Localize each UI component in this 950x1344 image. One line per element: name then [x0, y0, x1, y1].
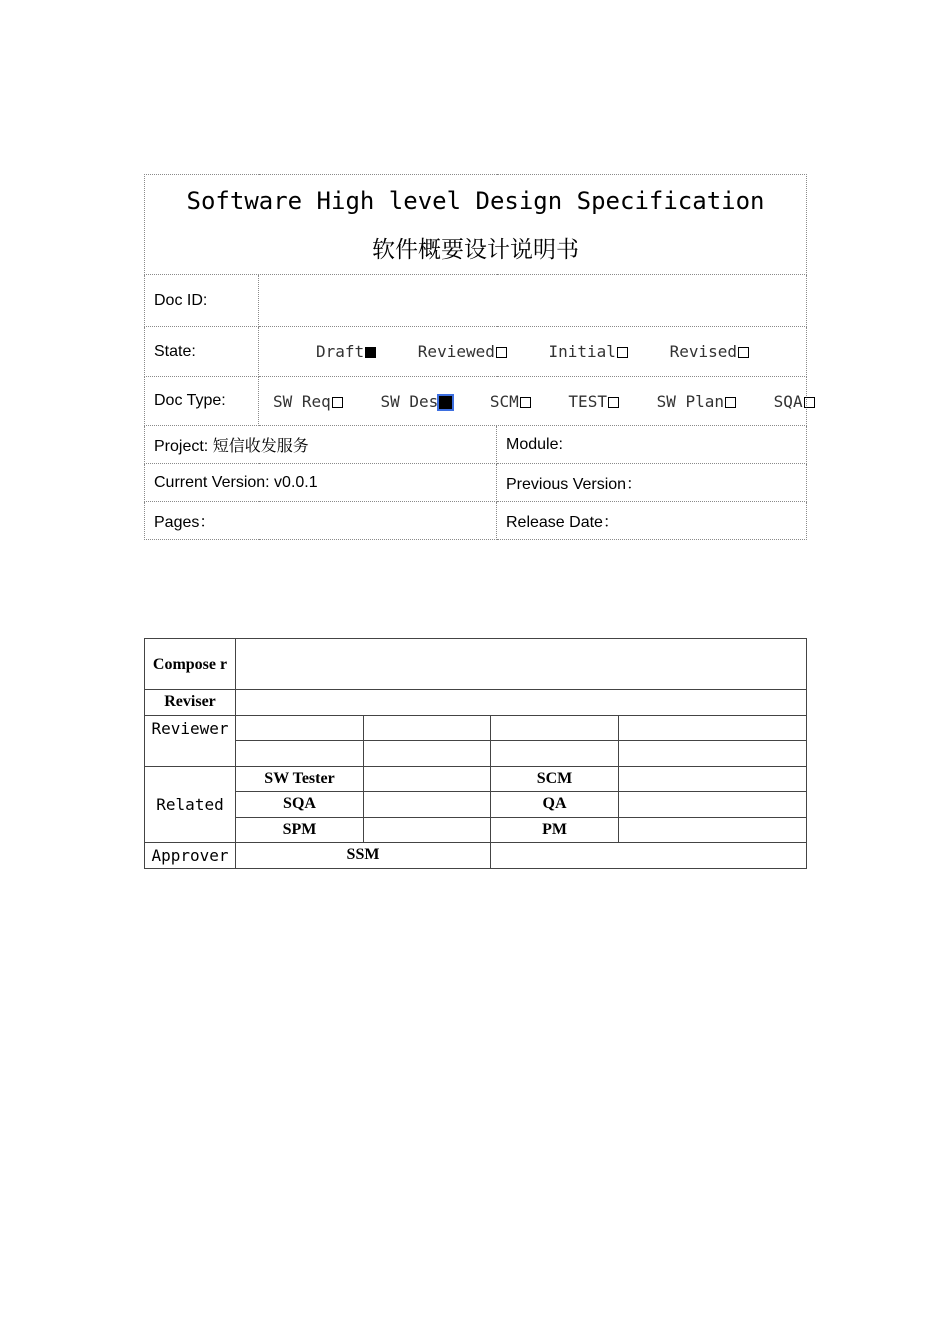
checkbox-empty-icon[interactable] [804, 397, 815, 408]
checkbox-checked-icon[interactable] [365, 347, 376, 358]
approver-value[interactable] [491, 843, 807, 869]
checkbox-empty-icon[interactable] [332, 397, 343, 408]
checkbox-empty-icon[interactable] [608, 397, 619, 408]
reviser-label: Reviser [145, 690, 236, 716]
ssm-label: SSM [236, 843, 491, 869]
doc-id-value[interactable] [259, 275, 807, 327]
pm-label: PM [491, 817, 619, 843]
doc-type-option-sw-plan[interactable]: SW Plan [657, 392, 736, 411]
reviewer-cell[interactable] [364, 715, 491, 741]
pages-field[interactable]: Pages： [145, 502, 497, 540]
document-title-english: Software High level Design Specification [186, 187, 765, 215]
doc-type-option-sw-req[interactable]: SW Req [273, 392, 343, 411]
spm-label: SPM [236, 817, 364, 843]
reviewer-cell[interactable] [491, 715, 619, 741]
qa-value[interactable] [619, 792, 807, 818]
sw-tester-label: SW Tester [236, 766, 364, 792]
document-title-chinese: 软件概要设计说明书 [372, 237, 579, 263]
cover-info-table [144, 174, 807, 540]
spm-value[interactable] [364, 817, 491, 843]
current-version-field[interactable]: Current Version: v0.0.1 [145, 464, 497, 502]
checkbox-empty-icon[interactable] [617, 347, 628, 358]
composer-label: Compose r [145, 639, 236, 690]
scm-label: SCM [491, 766, 619, 792]
composer-value[interactable] [236, 639, 807, 690]
sqa-label: SQA [236, 792, 364, 818]
checkbox-checked-icon[interactable] [439, 396, 452, 409]
state-option-revised[interactable]: Revised [670, 342, 749, 361]
qa-label: QA [491, 792, 619, 818]
checkbox-empty-icon[interactable] [520, 397, 531, 408]
sqa-value[interactable] [364, 792, 491, 818]
doc-type-option-sqa[interactable]: SQA [774, 392, 815, 411]
reviewer-cell[interactable] [491, 741, 619, 767]
reviewer-cell[interactable] [364, 741, 491, 767]
checkbox-empty-icon[interactable] [725, 397, 736, 408]
doc-id-label: Doc ID: [145, 275, 259, 327]
reviewer-cell[interactable] [236, 715, 364, 741]
reviser-value[interactable] [236, 690, 807, 716]
state-label: State: [145, 327, 259, 377]
previous-version-field[interactable]: Previous Version： [497, 464, 807, 502]
signoff-table [144, 638, 807, 869]
project-field[interactable]: Project: 短信收发服务 [145, 426, 497, 464]
sw-tester-value[interactable] [364, 766, 491, 792]
reviewer-cell[interactable] [619, 741, 807, 767]
state-option-reviewed[interactable]: Reviewed [418, 342, 507, 361]
title-cell [145, 175, 807, 275]
state-option-draft[interactable]: Draft [316, 342, 376, 361]
state-options [259, 327, 807, 377]
related-label: Related [145, 766, 236, 843]
doc-type-options [259, 377, 807, 426]
module-field[interactable]: Module: [497, 426, 807, 464]
checkbox-empty-icon[interactable] [496, 347, 507, 358]
release-date-field[interactable]: Release Date： [497, 502, 807, 540]
reviewer-cell[interactable] [236, 741, 364, 767]
reviewer-cell[interactable] [619, 715, 807, 741]
doc-type-label: Doc Type: [145, 377, 259, 426]
checkbox-empty-icon[interactable] [738, 347, 749, 358]
doc-type-option-test[interactable]: TEST [568, 392, 619, 411]
reviewer-label: Reviewer [145, 715, 236, 766]
approver-label: Approver [145, 843, 236, 869]
state-option-initial[interactable]: Initial [549, 342, 628, 361]
doc-type-option-sw-des[interactable]: SW Des [380, 392, 452, 411]
scm-value[interactable] [619, 766, 807, 792]
doc-type-option-scm[interactable]: SCM [490, 392, 531, 411]
pm-value[interactable] [619, 817, 807, 843]
